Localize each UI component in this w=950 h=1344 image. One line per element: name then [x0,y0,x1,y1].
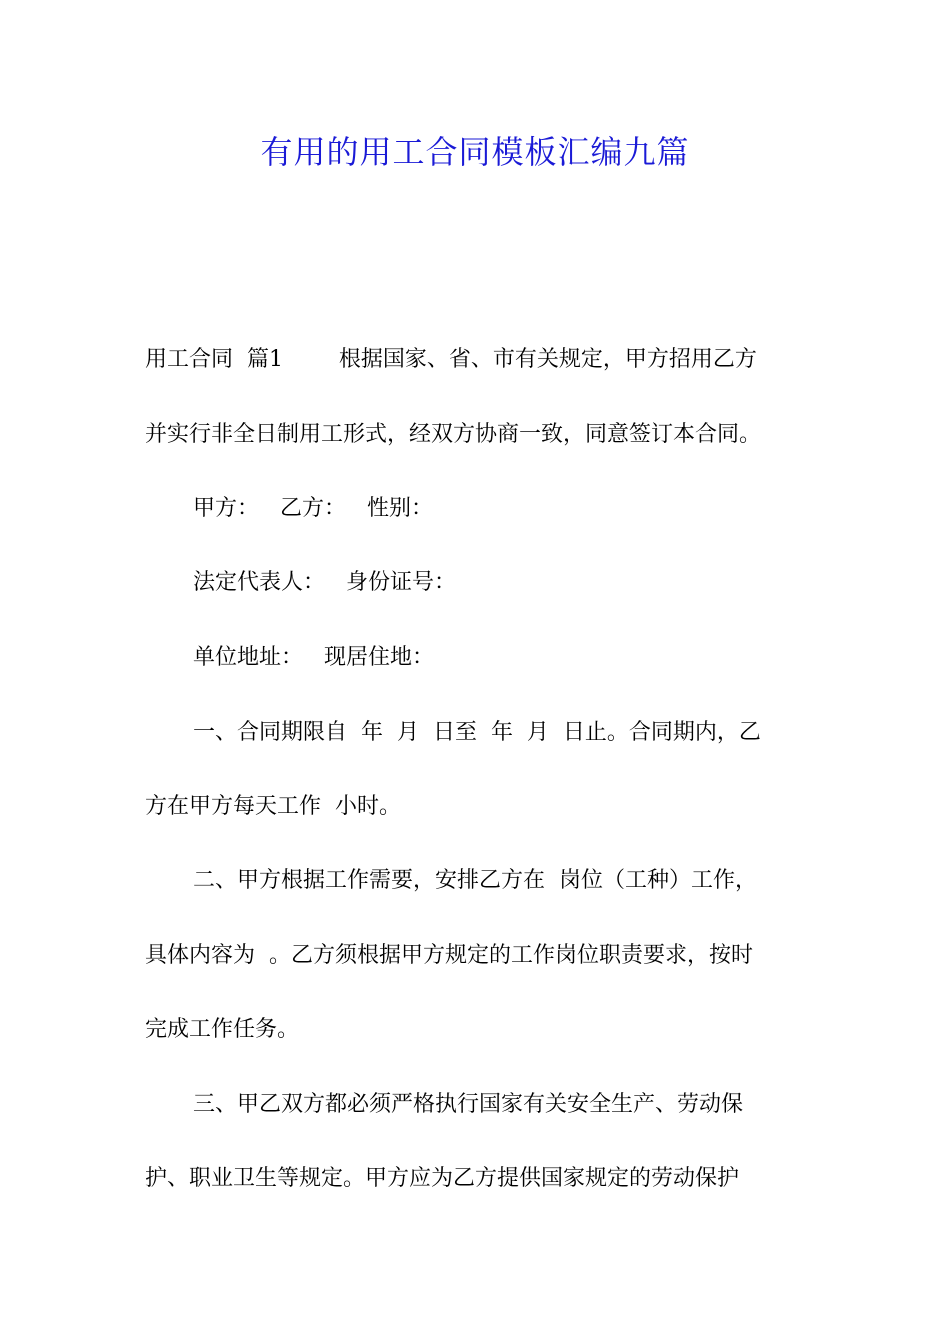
body-line: 方在甲方每天工作 小时。 [145,794,401,819]
body-line: 用工合同 篇1 根据国家、省、市有关规定，甲方招用乙方 [145,347,757,372]
clause-one-line: 一、合同期限自 年 月 日至 年 月 日止。合同期内，乙 [193,720,761,745]
document-title: 有用的用工合同模板汇编九篇 [260,133,690,171]
body-line: 并实行非全日制用工形式，经双方协商一致，同意签订本合同。 [145,422,762,447]
body-line: 护、职业卫生等规定。甲方应为乙方提供国家规定的劳动保护 [145,1166,740,1191]
clause-three-line: 三、甲乙双方都必须严格执行国家有关安全生产、劳动保 [193,1092,744,1117]
representative-fields-line: 法定代表人： 身份证号： [193,570,456,595]
party-fields-line: 甲方： 乙方： 性别： [193,496,433,521]
body-line: 完成工作任务。 [145,1017,300,1042]
body-line: 具体内容为 。乙方须根据甲方规定的工作岗位职责要求，按时 [145,943,753,968]
address-fields-line: 单位地址： 现居住地： [193,645,434,670]
clause-two-line: 二、甲方根据工作需要，安排乙方在 岗位（工种）工作， [193,868,757,893]
